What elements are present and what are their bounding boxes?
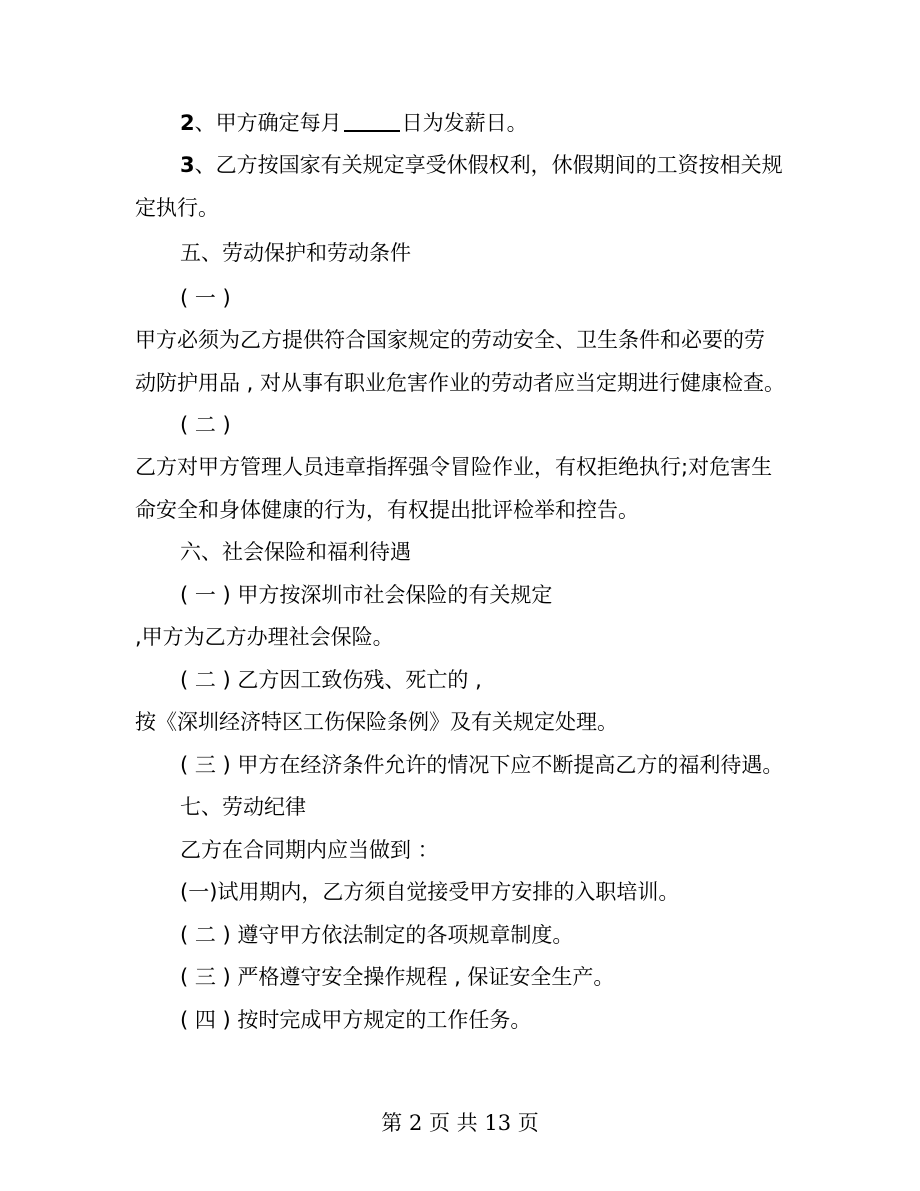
clause-3-leave: 3、乙方按国家有关规定享受休假权利，休假期间的工资按相关规 — [180, 153, 783, 177]
list-item: ( 四 ) 按时完成甲方规定的工作任务。 — [180, 1008, 532, 1032]
paragraph-line: 命安全和身体健康的行为，有权提出批评检举和控告。 — [135, 498, 639, 522]
paragraph-line: ( 一 ) 甲方按深圳市社会保险的有关规定 — [180, 583, 553, 607]
section-heading-labor-protection: 五、劳动保护和劳动条件 — [180, 241, 411, 265]
page-footer: 第 2 页 共 13 页 — [381, 1111, 539, 1135]
list-item: ( 二 ) 遵守甲方依法制定的各项规章制度。 — [180, 923, 574, 947]
payday-blank — [344, 110, 400, 132]
clause-number: 3 — [180, 153, 195, 177]
paragraph-line: ( 二 ) 乙方因工致伤残、死亡的 , — [180, 668, 482, 692]
paragraph-line: 乙方对甲方管理人员违章指挥强令冒险作业，有权拒绝执行;对危害生 — [135, 455, 773, 479]
clause-2-payday: 2、甲方确定每月 日为发薪日。 — [180, 111, 528, 135]
list-item: ( 三 ) 严格遵守安全操作规程 , 保证安全生产。 — [180, 965, 615, 989]
list-item: (一)试用期内，乙方须自觉接受甲方安排的入职培训。 — [180, 880, 680, 904]
paragraph-line: 乙方在合同期内应当做到 ： — [180, 838, 439, 862]
paragraph-line: ,甲方为乙方办理社会保险。 — [135, 625, 394, 649]
section-heading-labor-discipline: 七、劳动纪律 — [180, 795, 306, 819]
paragraph-line: 动防护用品 , 对从事有职业危害作业的劳动者应当定期进行健康检查。 — [135, 371, 786, 395]
paragraph-line: ( 三 ) 甲方在经济条件允许的情况下应不断提高乙方的福利待遇。 — [180, 753, 784, 777]
paragraph-line: 定执行。 — [135, 196, 219, 220]
section-heading-social-insurance: 六、社会保险和福利待遇 — [180, 540, 411, 564]
paragraph-line: 按《深圳经济特区工伤保险条例》及有关规定处理。 — [135, 710, 618, 734]
sub-item-label: ( 二 ) — [180, 413, 231, 437]
clause-number: 2 — [180, 111, 195, 135]
paragraph-line: 甲方必须为乙方提供符合国家规定的劳动安全、卫生条件和必要的劳 — [135, 328, 765, 352]
sub-item-label: ( 一 ) — [180, 286, 231, 310]
